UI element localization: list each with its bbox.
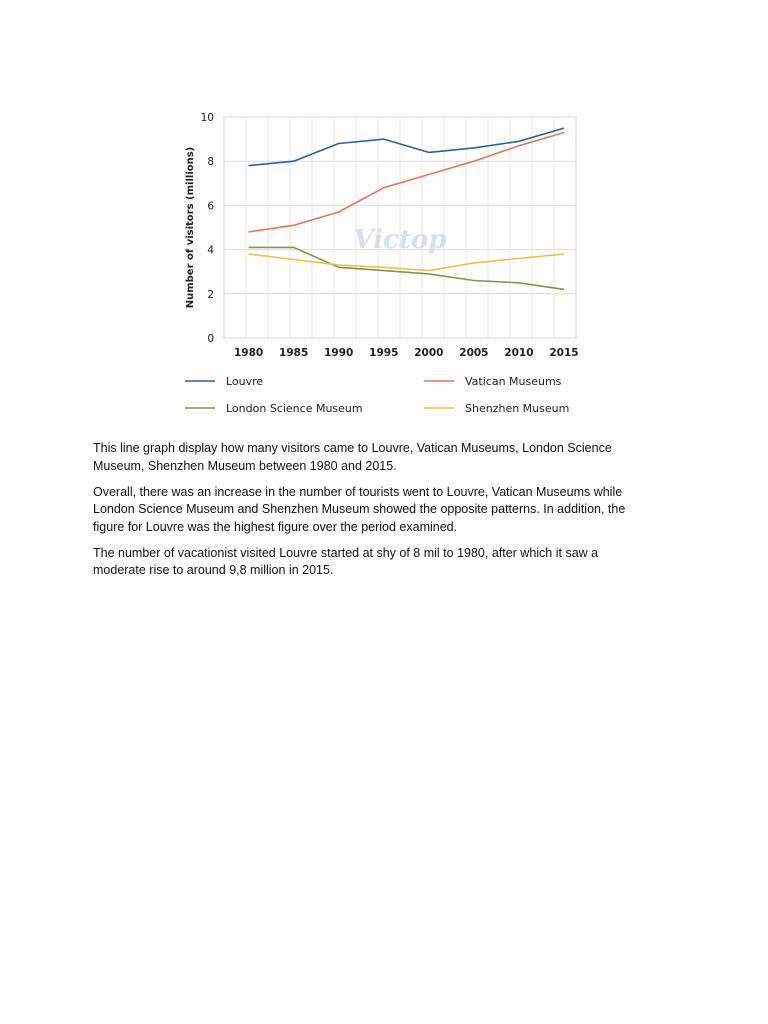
y-tick-label: 0 — [207, 333, 214, 345]
paragraph-3: The number of vacationist visited Louvre started at shy of 8 mil to 1980, after which it saw a moderate rise to around 9,8 million in 2015. — [93, 545, 599, 577]
y-axis-title: Number of visitors (millions) — [185, 146, 196, 309]
legend-label: London Science Museum — [226, 402, 363, 415]
legend-label: Louvre — [226, 375, 264, 388]
x-tick-label: 1985 — [279, 347, 309, 359]
y-tick-label: 8 — [207, 156, 214, 169]
x-tick-label: 2010 — [504, 347, 534, 359]
chart-figure — [93, 88, 653, 432]
x-tick-label: 1990 — [324, 347, 354, 359]
y-tick-label: 2 — [207, 288, 214, 301]
x-tick-label: 2000 — [414, 347, 444, 359]
y-tick-label: 6 — [207, 200, 214, 213]
watermark-text: Victop — [353, 225, 447, 255]
x-tick-label: 1995 — [369, 347, 399, 359]
line-chart — [93, 88, 653, 432]
paragraph-2: Overall, there was an increase in the number of tourists went to Louvre, Vatican Museums while London Science Museum and Shenzhen Museum showed the opposite patterns. In addition, the figure for Louvre was the highest figure over the period examined. — [93, 484, 626, 534]
y-tick-label: 10 — [200, 112, 214, 124]
y-tick-label: 4 — [207, 244, 214, 257]
legend-label: Shenzhen Museum — [465, 402, 570, 415]
document-body — [93, 440, 653, 588]
paragraph-1: This line graph display how many visitors came to Louvre, Vatican Museums, London Science Museum, Shenzhen Museum between 1980 and 2015. — [93, 441, 612, 473]
x-tick-label: 2015 — [549, 347, 579, 359]
x-tick-label: 1980 — [233, 347, 264, 359]
x-tick-label: 2005 — [459, 347, 489, 359]
legend-label: Vatican Museums — [465, 375, 562, 388]
